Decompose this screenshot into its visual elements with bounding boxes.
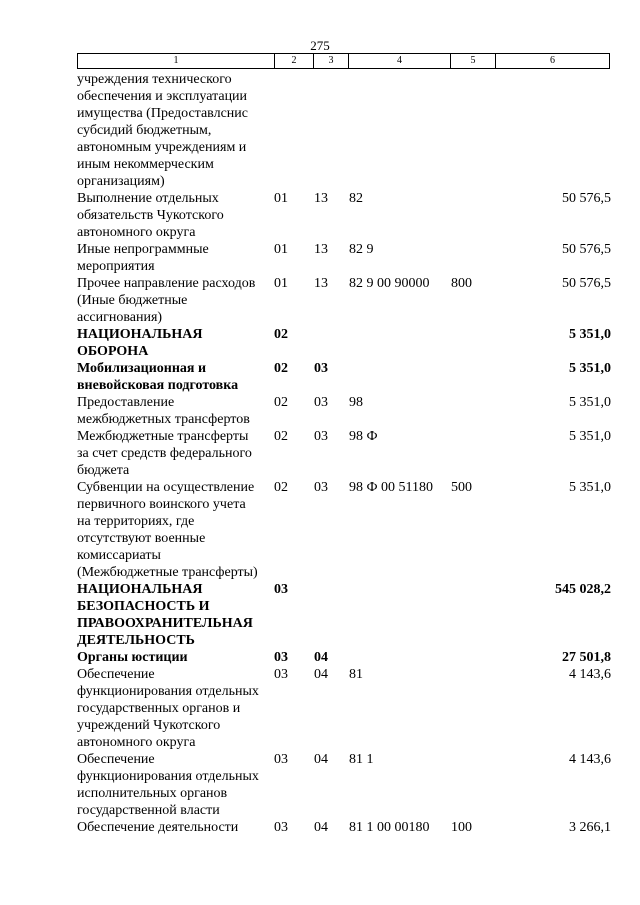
section-code: 03 (274, 650, 288, 665)
row-description (77, 71, 274, 190)
description-line: учреждений Чукотского (77, 718, 221, 733)
target-article-code (349, 360, 451, 394)
table-row (77, 360, 611, 394)
description-line: Обеспечение (77, 752, 155, 767)
description-line: отсутствуют военные (77, 531, 206, 546)
row-description (77, 479, 274, 581)
amount: 50 576,5 (562, 242, 611, 257)
section-code: 01 (274, 191, 288, 206)
target-article-code: 82 (349, 191, 363, 206)
description-line: Органы юстиции (77, 650, 188, 665)
description-line: имущества (Предоставлснис (77, 106, 248, 121)
amount: 5 351,0 (569, 480, 611, 495)
section-code: 03 (274, 582, 288, 597)
description-line: организациям) (77, 174, 165, 189)
subsection-code (314, 581, 349, 649)
row-description (77, 326, 274, 360)
target-article-code: 81 1 00 00180 (349, 820, 430, 835)
amount: 5 351,0 (569, 395, 611, 410)
subsection-code: 03 (314, 361, 328, 376)
table-row (77, 819, 611, 836)
description-line: ОБОРОНА (77, 344, 149, 359)
target-article-code: 81 (349, 667, 363, 682)
row-description (77, 649, 274, 666)
expense-type-code (451, 649, 496, 666)
description-line: Межбюджетные трансферты (77, 429, 249, 444)
page-number: 275 (310, 38, 330, 53)
description-line: Обеспечение (77, 667, 155, 682)
table-row (77, 394, 611, 428)
description-line: функционирования отдельных (77, 769, 259, 784)
description-line: Выполнение отдельных (77, 191, 219, 206)
subsection-code: 03 (314, 429, 328, 444)
description-line: (Межбюджетные трансферты) (77, 565, 258, 580)
description-line: комиссариаты (77, 548, 161, 563)
section-code: 01 (274, 276, 288, 291)
expense-type-code (451, 581, 496, 649)
section-code: 03 (274, 752, 288, 767)
table-row (77, 190, 611, 241)
description-line: Субвенции на осуществление (77, 480, 255, 495)
amount: 4 143,6 (569, 667, 611, 682)
subsection-code (314, 326, 349, 360)
description-line: Прочее направление расходов (77, 276, 256, 291)
expense-type-code: 500 (451, 480, 472, 495)
amount: 5 351,0 (569, 429, 611, 444)
row-description (77, 666, 274, 751)
description-line: иным некоммерческим (77, 157, 214, 172)
row-description (77, 819, 274, 836)
row-description (77, 751, 274, 819)
subsection-code: 04 (314, 667, 328, 682)
column-header-2: 2 (275, 54, 314, 69)
description-line: первичного воинского учета (77, 497, 246, 512)
amount: 3 266,1 (569, 820, 611, 835)
column-header-5: 5 (451, 54, 496, 69)
subsection-code: 04 (314, 820, 328, 835)
description-line: автономного округа (77, 735, 196, 750)
expense-type-code (451, 394, 496, 428)
description-line: бюджета (77, 463, 130, 478)
description-line: исполнительных органов (77, 786, 228, 801)
table-row (77, 581, 611, 649)
table-row (77, 71, 611, 190)
description-line: БЕЗОПАСНОСТЬ И (77, 599, 210, 614)
row-description (77, 394, 274, 428)
subsection-code: 03 (314, 480, 328, 495)
expense-type-code: 800 (451, 276, 472, 291)
subsection-code: 13 (314, 191, 328, 206)
budget-table-body (77, 71, 611, 836)
target-article-code: 98 (349, 395, 363, 410)
target-article-code (349, 649, 451, 666)
table-row (77, 479, 611, 581)
amount: 5 351,0 (569, 361, 611, 376)
target-article-code: 82 9 (349, 242, 374, 257)
expense-type-code (451, 666, 496, 751)
row-description (77, 190, 274, 241)
expense-type-code (451, 751, 496, 819)
expense-type-code (451, 241, 496, 275)
subsection-code: 04 (314, 650, 328, 665)
amount: 50 576,5 (562, 191, 611, 206)
description-line: автономным учреждениям и (77, 140, 247, 155)
description-line: НАЦИОНАЛЬНАЯ (77, 582, 203, 597)
description-line: государственных органов и (77, 701, 241, 716)
amount: 545 028,2 (555, 582, 611, 597)
description-line: Обеспечение деятельности (77, 820, 239, 835)
description-line: обязательств Чукотского (77, 208, 224, 223)
subsection-code: 13 (314, 276, 328, 291)
description-line: государственной власти (77, 803, 220, 818)
expense-type-code (451, 360, 496, 394)
description-line: вневойсковая подготовка (77, 378, 239, 393)
expense-type-code (451, 428, 496, 479)
row-description (77, 581, 274, 649)
expense-type-code: 100 (451, 820, 472, 835)
column-header-3: 3 (314, 54, 349, 69)
row-description (77, 241, 274, 275)
expense-type-code (451, 326, 496, 360)
table-row (77, 241, 611, 275)
description-line: Мобилизационная и (77, 361, 207, 376)
subsection-code: 13 (314, 242, 328, 257)
amount: 50 576,5 (562, 276, 611, 291)
description-line: ассигнования) (77, 310, 163, 325)
column-header-4: 4 (349, 54, 451, 69)
description-line: Иные непрограммные (77, 242, 209, 257)
table-row (77, 326, 611, 360)
section-code: 02 (274, 327, 288, 342)
section-code: 01 (274, 242, 288, 257)
column-header-1: 1 (78, 54, 275, 69)
description-line: мероприятия (77, 259, 155, 274)
table-row (77, 666, 611, 751)
table-row (77, 649, 611, 666)
amount: 27 501,8 (562, 650, 611, 665)
section-code: 03 (274, 820, 288, 835)
subsection-code: 03 (314, 395, 328, 410)
description-line: ПРАВООХРАНИТЕЛЬНАЯ (77, 616, 253, 631)
description-line: ДЕЯТЕЛЬНОСТЬ (77, 633, 195, 648)
section-code: 03 (274, 667, 288, 682)
description-line: обеспечения и эксплуатации (77, 89, 248, 104)
section-code: 02 (274, 480, 288, 495)
target-article-code (349, 326, 451, 360)
target-article-code: 82 9 00 90000 (349, 276, 430, 291)
description-line: НАЦИОНАЛЬНАЯ (77, 327, 203, 342)
section-code: 02 (274, 395, 288, 410)
description-line: субсидий бюджетным, (77, 123, 212, 138)
target-article-code: 81 1 (349, 752, 374, 767)
row-description (77, 360, 274, 394)
description-line: Предоставление (77, 395, 175, 410)
amount: 5 351,0 (569, 327, 611, 342)
target-article-code: 98 Ф (349, 429, 378, 444)
table-row (77, 275, 611, 326)
row-description (77, 275, 274, 326)
description-line: функционирования отдельных (77, 684, 259, 699)
expense-type-code (451, 190, 496, 241)
target-article-code: 98 Ф 00 51180 (349, 480, 434, 495)
section-code: 02 (274, 429, 288, 444)
amount: 4 143,6 (569, 752, 611, 767)
table-row (77, 428, 611, 479)
description-line: на территориях, где (77, 514, 195, 529)
column-header-row (77, 53, 610, 69)
description-line: (Иные бюджетные (77, 293, 188, 308)
row-description (77, 428, 274, 479)
table-row (77, 751, 611, 819)
target-article-code (349, 581, 451, 649)
column-header-6: 6 (496, 54, 610, 69)
description-line: учреждения технического (77, 72, 232, 87)
section-code: 02 (274, 361, 288, 376)
subsection-code: 04 (314, 752, 328, 767)
description-line: за счет средств федерального (77, 446, 252, 461)
description-line: автономного округа (77, 225, 196, 240)
description-line: межбюджетных трансфертов (77, 412, 250, 427)
